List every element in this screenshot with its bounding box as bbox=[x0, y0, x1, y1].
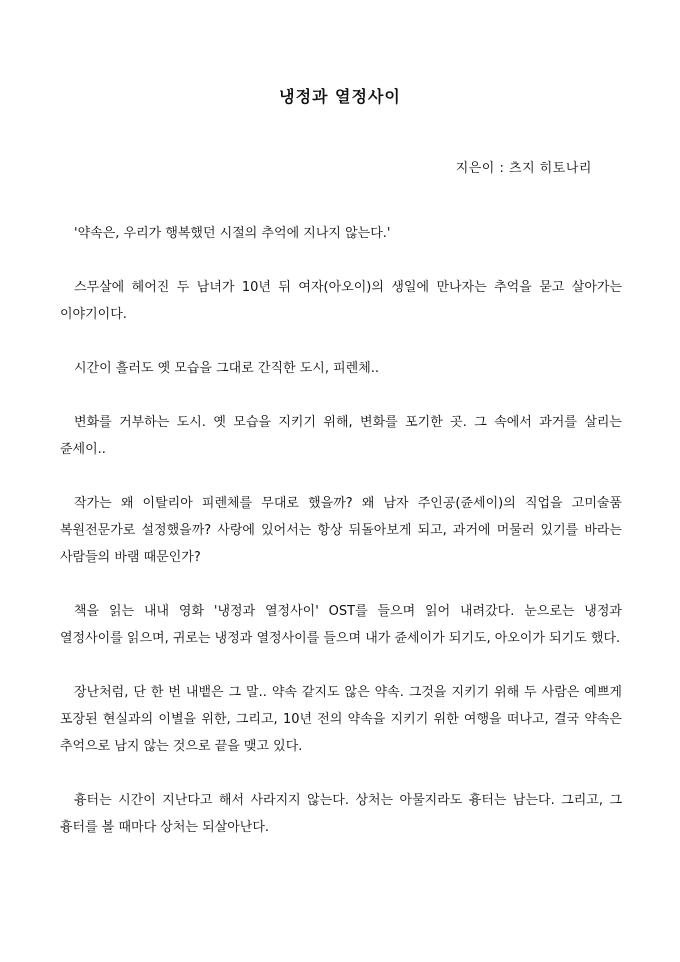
paragraph: 변화를 거부하는 도시. 옛 모습을 지키기 위해, 변화를 포기한 곳. 그 속에서 과거를 살리는 쥰세이.. bbox=[60, 415, 622, 457]
document-title: 냉정과 열정사이 bbox=[279, 87, 401, 106]
paragraph: '약속은, 우리가 행복했던 시절의 추억에 지나지 않는다.' bbox=[74, 226, 391, 241]
paragraph: 책을 읽는 내내 영화 '냉정과 열정사이' OST를 들으며 읽어 내려갔다. 눈으로는 냉정과 열정사이를 읽으며, 귀로는 냉정과 열정사이를 들으며 내가 쥰세이가 되기도, 아오이가 되기도 했다. bbox=[60, 604, 622, 646]
paragraph: 장난처럼, 단 한 번 내뱉은 그 말.. 약속 같지도 않은 약속. 그것을 지키기 위해 두 사람은 예쁘게 포장된 현실과의 이별을 위한, 그리고, 10년 전의 약속을 지키기 위한 여행을 떠나고, 결국 약속은 추억으로 남지 않는 것으로 끝을 맺고 있다. bbox=[60, 685, 622, 754]
paragraph: 스무살에 헤어진 두 남녀가 10년 뒤 여자(아오이)의 생일에 만나자는 추억을 묻고 살아가는 이야기이다. bbox=[60, 280, 622, 322]
paragraph: 시간이 흘러도 옛 모습을 그대로 간직한 도시, 피렌체.. bbox=[74, 361, 380, 376]
author-line: 지은이 : 츠지 히토나리 bbox=[455, 161, 592, 176]
paragraph: 흉터는 시간이 지난다고 해서 사라지지 않는다. 상처는 아물지라도 흉터는 남는다. 그리고, 그 흉터를 볼 때마다 상처는 되살아난다. bbox=[60, 793, 622, 835]
paragraph: 작가는 왜 이탈리아 피렌체를 무대로 했을까? 왜 남자 주인공(쥰세이)의 직업을 고미술품 복원전문가로 설정했을까? 사랑에 있어서는 항상 뒤돌아보게 되고, 과거에 머물러 있기를 바라는 사람들의 바램 때문인가? bbox=[60, 496, 622, 565]
document-body bbox=[60, 220, 622, 868]
